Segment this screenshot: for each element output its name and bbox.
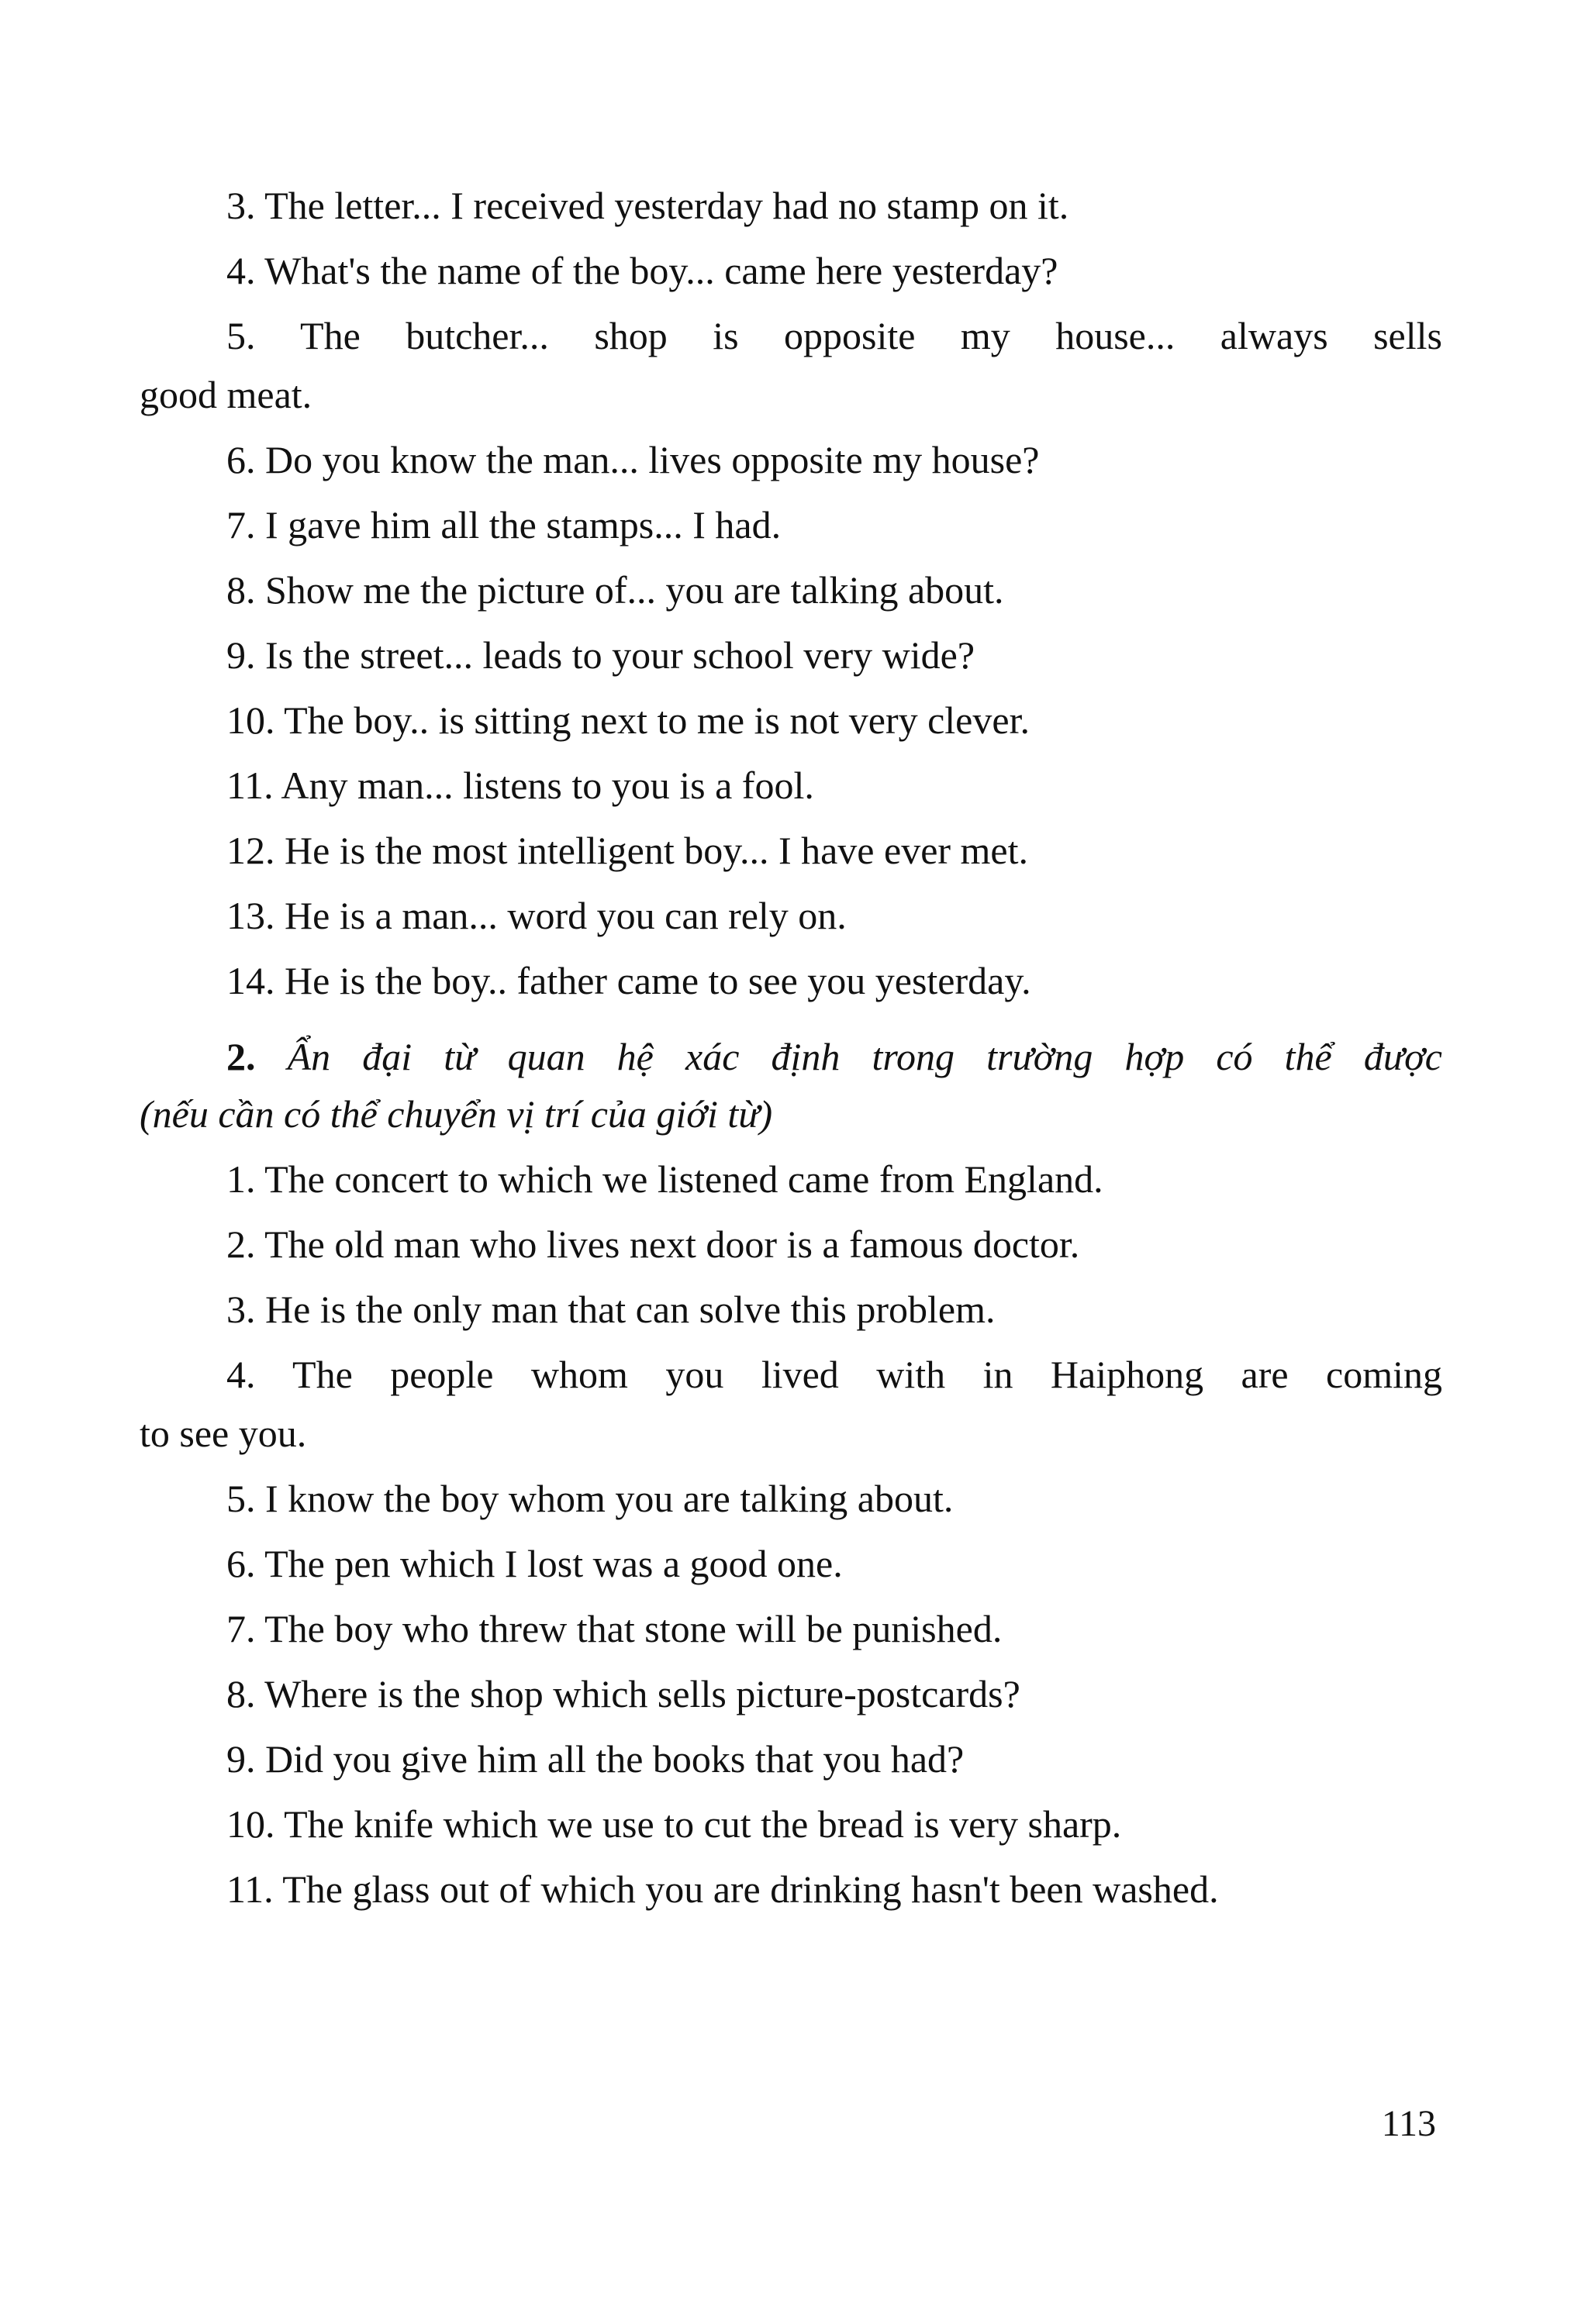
exercise-1-list <box>140 183 1442 1003</box>
page-content <box>140 183 1442 1932</box>
exercise-2-item-11: 11. The glass out of which you are drinking hasn't been washed. <box>226 1867 1219 1911</box>
exercise-1-item-10: 10. The boy.. is sitting next to me is not very clever. <box>226 698 1030 742</box>
exercise-2-item-2: 2. The old man who lives next door is a famous doctor. <box>226 1222 1080 1266</box>
exercise-1-item-11: 11. Any man... listens to you is a fool. <box>226 764 814 807</box>
exercise-2-item-1: 1. The concert to which we listened came from England. <box>226 1157 1103 1201</box>
exercise-2-list <box>140 1157 1442 1912</box>
exercise-2-item-10: 10. The knife which we use to cut the bread is very sharp. <box>226 1802 1122 1846</box>
exercise-1-item-13: 13. He is a man... word you can rely on. <box>226 894 847 937</box>
exercise-2-item-3: 3. He is the only man that can solve this problem. <box>226 1288 996 1331</box>
exercise-2-item-6: 6. The pen which I lost was a good one. <box>226 1542 843 1585</box>
exercise-2-number: 2. <box>226 1035 256 1078</box>
exercise-2-heading-line-1 <box>226 1034 1442 1079</box>
exercise-1-item-5 <box>140 313 1442 417</box>
exercise-2-instruction: Ẩn đại từ quan hệ xác định trong trường hợp có thể được <box>287 1035 1442 1078</box>
exercise-1-item-14: 14. He is the boy.. father came to see you yesterday. <box>226 959 1031 1002</box>
exercise-2-item-4 <box>140 1352 1442 1456</box>
exercise-1-item-12: 12. He is the most intelligent boy... I have ever met. <box>226 829 1029 872</box>
exercise-2-heading-line-2: (nếu cần có thể chuyển vị trí của giới từ) <box>140 1092 773 1136</box>
exercise-2-item-8: 8. Where is the shop which sells picture-postcards? <box>226 1672 1020 1715</box>
exercise-1-item-5-line-2: good meat. <box>140 373 312 416</box>
exercise-2-item-5: 5. I know the boy whom you are talking about. <box>226 1477 954 1520</box>
exercise-1-item-7: 7. I gave him all the stamps... I had. <box>226 503 782 547</box>
exercise-1-item-4: 4. What's the name of the boy... came here yesterday? <box>226 249 1058 292</box>
exercise-1-item-6: 6. Do you know the man... lives opposite my house? <box>226 438 1040 481</box>
exercise-2-item-7: 7. The boy who threw that stone will be punished. <box>226 1607 1003 1650</box>
exercise-1-item-8: 8. Show me the picture of... you are talking about. <box>226 568 1004 612</box>
exercise-2-heading <box>140 1034 1442 1136</box>
exercise-1-item-5-line-1: 5. The butcher... shop is opposite my house... always sells <box>226 314 1442 357</box>
exercise-1-item-9: 9. Is the street... leads to your school very wide? <box>226 633 975 677</box>
exercise-2-item-9: 9. Did you give him all the books that you had? <box>226 1737 965 1781</box>
page-number: 113 <box>1381 2103 1436 2144</box>
exercise-1-item-3: 3. The letter... I received yesterday had no stamp on it. <box>226 184 1069 227</box>
exercise-2-item-4-line-2: to see you. <box>140 1412 307 1455</box>
exercise-2-item-4-line-1: 4. The people whom you lived with in Haiphong are coming <box>226 1353 1442 1396</box>
